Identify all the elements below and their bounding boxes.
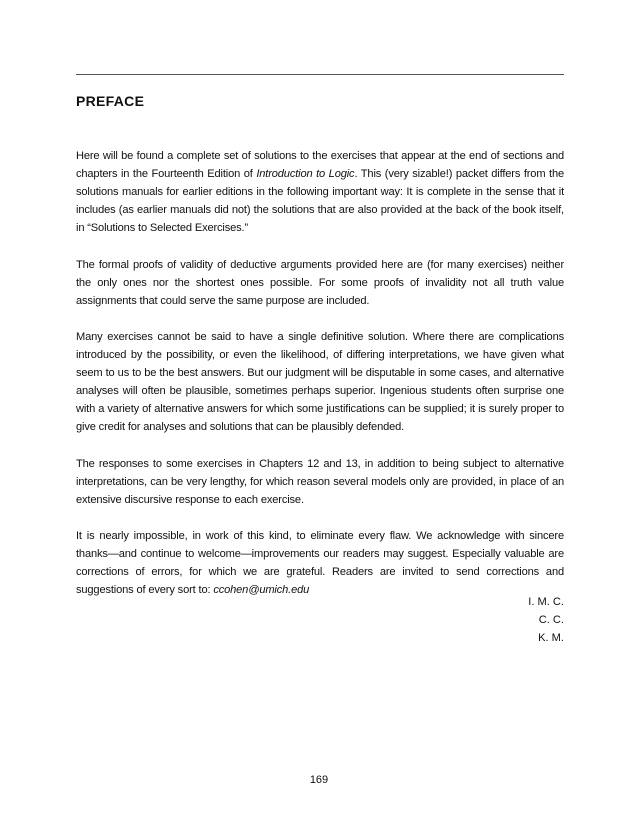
signature-initials: C. C. bbox=[538, 614, 564, 627]
signature-initials: K. M. bbox=[538, 632, 564, 645]
paragraph-5-text: It is nearly impossible, in work of this kind, to eliminate every flaw. We acknowledge with sincere thanks—and continue to welcome—improvements our readers may suggest. Especially valuable are corrections of errors, for which we are grateful. Readers are invited to send corrections and suggestions of every sort to: bbox=[76, 529, 564, 597]
paragraph-1-text-a: Here will be found a complete set of solutions to the exercises that appear at the end of sections and chapters in the Fourteenth Edition of bbox=[76, 150, 564, 181]
paragraph-4: The responses to some exercises in Chapters 12 and 13, in addition to being subject to alternative interpretations, can be very lengthy, for which reason several models only are provided, in place of an extensive discursive response to each exercise. bbox=[76, 457, 564, 506]
top-rule bbox=[76, 74, 564, 75]
signature-block bbox=[528, 593, 564, 647]
paragraph-1-text-b: . This (very sizable!) packet differs from the solutions manuals for earlier editions in the following important way: It is complete in the sense that it includes (as earlier manuals did not) the solutions that are also provided at the back of the book itself, in “Solutions to Selected Exercises.” bbox=[76, 168, 565, 235]
preface-body bbox=[76, 147, 564, 617]
page-number: 169 bbox=[309, 774, 329, 786]
paragraph-1 bbox=[76, 147, 564, 237]
signature-initials: I. M. C. bbox=[528, 596, 564, 608]
book-title: Introduction to Logic bbox=[256, 168, 355, 181]
email-link[interactable]: ccohen@umich.edu bbox=[213, 584, 310, 597]
paragraph-5 bbox=[76, 527, 564, 599]
paragraph-2: The formal proofs of validity of deductive arguments provided here are (for many exercises) neither the only ones nor the shortest ones possible. For some proofs of invalidity not all truth value assignments that could serve the same purpose are included. bbox=[76, 258, 564, 307]
page-title: PREFACE bbox=[76, 93, 145, 109]
paragraph-3: Many exercises cannot be said to have a single definitive solution. Where there are complications introduced by the possibility, or even the likelihood, of differing interpretations, we have given what seem to us to be the best answers. But our judgment will be disputable in some cases, and alternative analyses will often be plausible, sometimes perhaps superior. Ingenious students often surprise one with a variety of alternative answers for which some justifications can be supplied; it is surely proper to give credit for analyses and solutions that can be plausibly defended. bbox=[76, 330, 564, 434]
